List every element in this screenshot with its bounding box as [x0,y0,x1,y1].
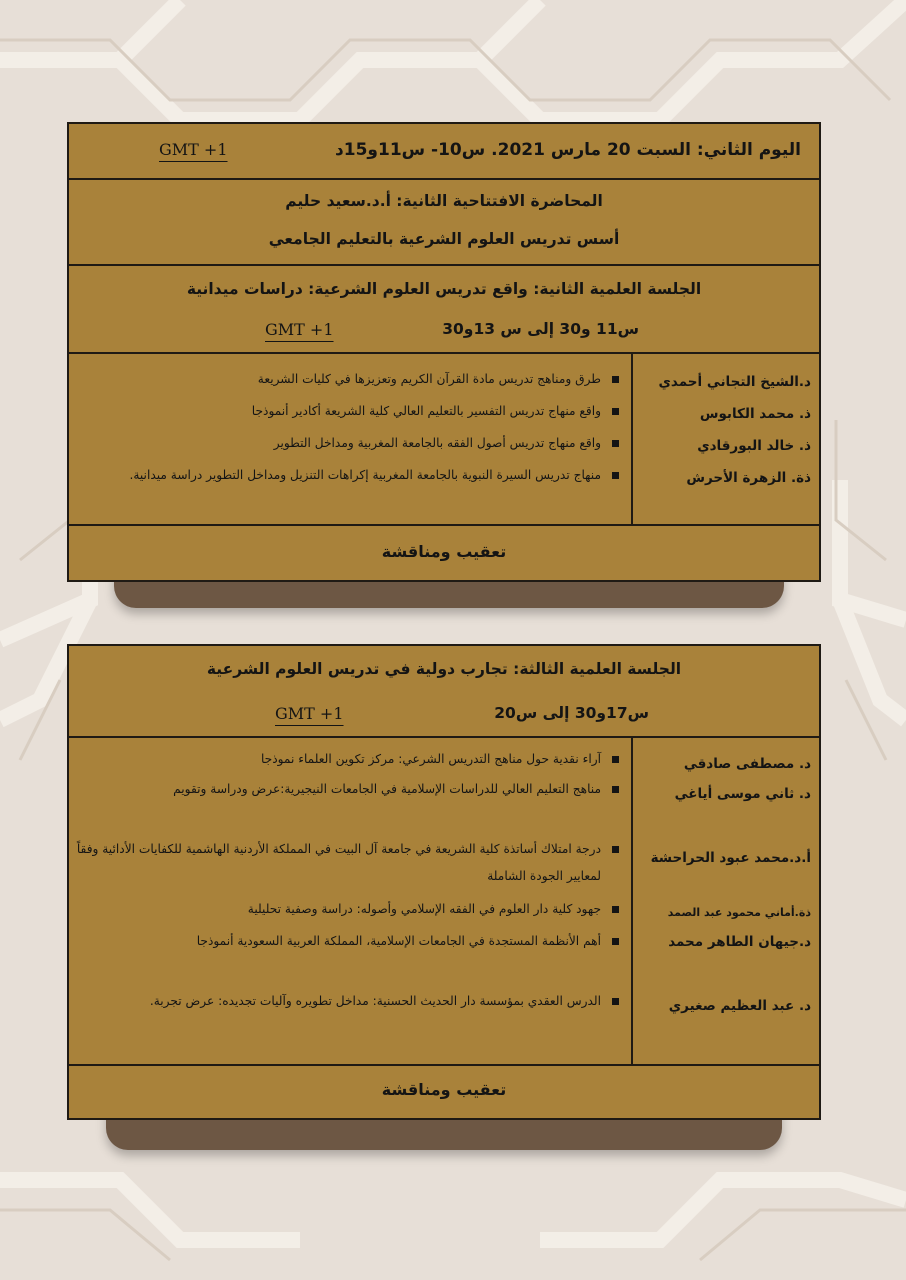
paper-topic [75,928,621,955]
paper-topic [75,896,621,923]
bullet-icon [612,938,619,945]
session-two-header-row [69,266,819,354]
opening-lecture-title: أسس تدريس العلوم الشرعية بالتعليم الجامعي [268,230,620,248]
session-three-topics-column [69,738,631,1064]
speaker-name: د. عبد العظيم صغيري [668,998,811,1014]
session-three-header-row [69,646,819,738]
day-header-row [69,124,819,180]
bullet-icon [612,472,619,479]
paper-topic-text: واقع منهاج تدريس أصول الفقه بالجامعة المغربية ومداخل التطوير [273,436,601,450]
paper-topic-text: جهود كلية دار العلوم في الفقه الإسلامي وأصوله: دراسة وصفية تحليلية [247,902,601,916]
paper-topic [75,776,621,803]
speaker-name: د.جيهان الطاهر محمد [668,934,811,950]
speaker-name: د. مصطفى صادقي [683,756,811,772]
session-two-time: س11 و30 إلى س 13و30 [442,320,639,338]
paper-topic-text: منهاج تدريس السيرة النبوية بالجامعة المغربية إكراهات التنزيل ومداخل التطوير دراسة ميدانية. [129,468,601,482]
discussion-label: تعقيب ومناقشة [381,1080,507,1099]
speaker-name: د. ثاني موسى أياغي [674,786,811,802]
speaker-name: ذة. الزهرة الأحرش [686,470,811,486]
day-header-text: اليوم الثاني: السبت 20 مارس 2021. س10- س11و15د [335,140,801,160]
session-three-gmt: GMT +1 [275,704,344,723]
paper-topic-text: آراء نقدية حول مناهج التدريس الشرعي: مركز تكوين العلماء نموذجا [260,752,601,766]
paper-topic [75,988,621,1015]
opening-lecture-speaker: المحاضرة الافتتاحية الثانية: أ.د.سعيد حليم [285,192,603,210]
session-three-speakers-column [631,738,819,1064]
paper-topic [75,746,621,773]
speaker-name: ذة.أماني محمود عبد الصمد [667,906,811,919]
discussion-row [69,1066,819,1118]
session-two-gmt: GMT +1 [265,320,334,339]
day-two-program-card [67,122,821,582]
session-three-time: س17و30 إلى س20 [494,704,649,722]
paper-topic [75,462,621,489]
paper-topic [75,366,621,393]
speaker-name: ذ. محمد الكابوس [699,406,811,422]
paper-topic-text: درجة امتلاك أساتذة كلية الشريعة في جامعة آل البيت في المملكة الأردنية الهاشمية للكفايات الأدائية وفقاً لمعايير الجودة الشاملة [76,842,601,883]
bullet-icon [612,408,619,415]
paper-topic [75,836,621,890]
paper-topic-text: طرق ومناهج تدريس مادة القرآن الكريم وتعزيزها في كليات الشريعة [257,372,601,386]
discussion-row [69,526,819,580]
bullet-icon [612,440,619,447]
bullet-icon [612,846,619,853]
session-two-papers-row [69,354,819,526]
session-two-topics-column [69,354,631,524]
opening-lecture-row [69,180,819,266]
session-two-speakers-column [631,354,819,524]
bullet-icon [612,756,619,763]
bullet-icon [612,376,619,383]
bullet-icon [612,998,619,1005]
bullet-icon [612,786,619,793]
discussion-label: تعقيب ومناقشة [381,542,507,561]
speaker-name: د.الشيخ التجاني أحمدي [658,374,811,390]
paper-topic-text: أهم الأنظمة المستجدة في الجامعات الإسلامية، المملكة العربية السعودية أنموذجا [196,934,601,948]
speaker-name: ذ. خالد البورقادي [697,438,811,454]
speaker-name: أ.د.محمد عبود الحراحشة [650,850,811,866]
paper-topic [75,430,621,457]
session-three-card [67,644,821,1120]
paper-topic-text: الدرس العقدي بمؤسسة دار الحديث الحسنية: مداخل تطويره وآليات تجديده: عرض تجربة. [149,994,601,1008]
paper-topic-text: مناهج التعليم العالي للدراسات الإسلامية في الجامعات النيجيرية:عرض ودراسة وتقويم [173,782,601,796]
paper-topic [75,398,621,425]
session-two-title: الجلسة العلمية الثانية: واقع تدريس العلوم الشرعية: دراسات ميدانية [186,280,702,298]
bullet-icon [612,906,619,913]
gmt-label: GMT +1 [159,140,228,159]
session-three-papers-row [69,738,819,1066]
paper-topic-text: واقع منهاج تدريس التفسير بالتعليم العالي كلية الشريعة أكادير أنموذجا [251,404,601,418]
session-three-title: الجلسة العلمية الثالثة: تجارب دولية في تدريس العلوم الشرعية [206,660,682,678]
